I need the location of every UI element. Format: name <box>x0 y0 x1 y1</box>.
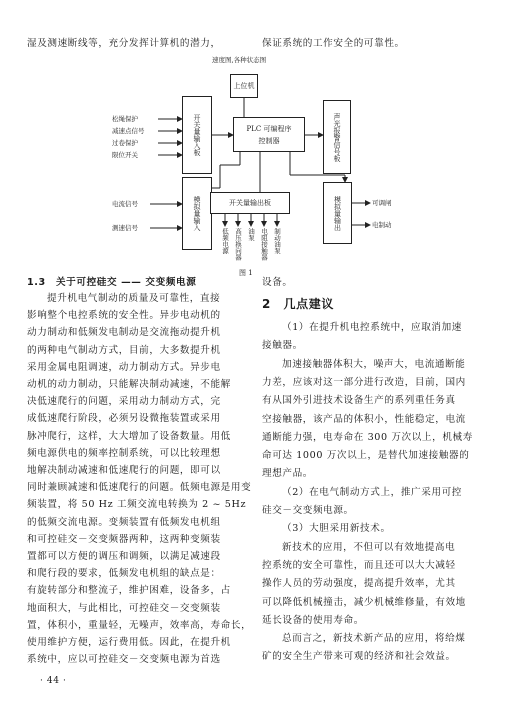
input-label-limit-switch: 限位开关 <box>112 151 138 159</box>
body-line: （3）大胆采用新技术。 <box>282 523 391 535</box>
body-line: 硅交－交变频电源。 <box>262 505 354 516</box>
body-line: 和可控硅交－交变频器两种，这两种变频装 <box>27 533 221 545</box>
body-line: 加速接触器体积大，噪声大，电流通断能 <box>282 358 466 370</box>
section-heading-2: 2 几点建议 <box>262 297 334 311</box>
body-line: 操作人员的劳动强度，提高提升效率，尤其 <box>262 578 456 590</box>
body-line: 采用金属电阻调速，动力制动方式。异步电 <box>27 361 221 373</box>
body-line: 的两种电气制动方式，目前，大多数提升机 <box>27 344 221 356</box>
body-line: 通断能力强，电寿命在 300 万次以上，机械寿 <box>262 431 473 443</box>
top-text-right: 保证系统的工作安全的可靠性。 <box>262 38 405 49</box>
body-line: 提升机电气制动的质量及可靠性，直接 <box>47 293 221 304</box>
body-line: 动机的动力制动，只能解决制动减速，不能解 <box>27 379 231 390</box>
body-line: 延长设备的使用寿命。 <box>262 614 364 626</box>
body-line: 脉冲爬行，这样，大大增加了设备数量。用低 <box>27 430 231 442</box>
page-number: · 44 · <box>40 676 67 686</box>
body-line: 理想产品。 <box>262 468 313 480</box>
output-resistor-contactor: 电阻接触器 <box>260 228 268 261</box>
section-heading-1-3: 1.3 关于可控硅交 —— 交变频电源 <box>27 277 197 288</box>
body-line: 新技术的应用，不但可以有效地提高电 <box>282 541 456 553</box>
body-line: 频装置，将 50 Hz 工频交流电转换为 2 ~ 5Hz <box>27 499 247 511</box>
body-line: 矿的安全生产带来可观的经济和社会效益。 <box>262 651 456 663</box>
sound-light-alarm-box <box>323 100 351 174</box>
plc-box <box>233 117 305 152</box>
sound-light-alarm-label: 声光报警信号板 <box>333 112 341 162</box>
output-brake-oil-pump: 制动油泵 <box>273 228 281 254</box>
body-line: 力差，应该对这一部分进行改造，目前，国内 <box>262 376 466 388</box>
switch-input-label: 开关量输入板 <box>193 114 201 156</box>
body-line: 有旋转部分和整流子，维护困难，设备多，占 <box>27 585 231 597</box>
body-line: 使用维护方便，运行费用低。因此，在提升机 <box>27 637 231 648</box>
body-line: 命可达 1000 万次以上，是替代加速接触器的 <box>262 450 470 462</box>
output-label-adjustable-brake: 可调闸 <box>372 199 392 207</box>
analog-output-box <box>323 182 352 244</box>
output-label-electric-brake: 电制动 <box>372 221 392 229</box>
body-line: 有从国外引进技术设备生产的系列重任务真 <box>262 395 456 407</box>
body-line: 决低速爬行的问题，采用动力制动方式，完 <box>27 396 221 408</box>
body-line: 的低频交流电源。变频装置有低频发电机组 <box>27 516 221 528</box>
body-line: 控系统的安全可靠性，而且还可以大大减轻 <box>262 559 456 571</box>
body-line: 和爬行段的要求，低频发电机组的缺点是： <box>27 568 221 580</box>
output-low-freq-power: 低频电源 <box>221 228 229 254</box>
input-label-overwind: 过卷保护 <box>112 139 138 147</box>
body-line: 地解决制动减速和低速爬行的问题，即可以 <box>27 465 221 476</box>
figure-caption: 图 1 <box>239 269 253 277</box>
output-oil-pump: 油泵 <box>247 228 255 241</box>
output-hv-reverser: 高压换向器 <box>234 228 242 261</box>
plc-label-line1: PLC 可编程序 <box>246 124 292 133</box>
switch-input-box <box>182 96 212 174</box>
switch-output-box: 开关量输出板 <box>210 192 290 214</box>
analog-input-box <box>182 177 212 250</box>
right-first-line: 设备。 <box>262 277 293 288</box>
body-line: 影响整个电控系统的安全性。异步电动机的 <box>27 310 221 322</box>
input-label-current-signal: 电流信号 <box>112 200 138 208</box>
analog-input-label: 模拟量输入 <box>193 196 201 231</box>
body-line: 接触器。 <box>262 340 303 352</box>
body-line: 可以降低机械撞击，减少机械维修量，有效地 <box>262 596 466 608</box>
body-line: 地面积大，与此相比，可控硅交－交变频装 <box>27 602 221 614</box>
body-line: 置，体积小，重量轻，无噪声，效率高，寿命长， <box>27 619 252 631</box>
input-label-speed-signal: 测速信号 <box>112 224 138 232</box>
body-line: 频电源供电的频率控制系统，可以比较理想 <box>27 447 221 459</box>
analog-output-label: 模拟量输出 <box>333 195 342 231</box>
body-line: 置都可以方便的调压和调频，以满足减速段 <box>27 551 221 562</box>
body-line: （1）在提升机电控系统中，应取消加速 <box>282 322 462 333</box>
body-line: 系统中，应以可控硅交－交变频电源为首选 <box>27 654 221 666</box>
upper-computer-box: 上位机 <box>230 74 258 98</box>
body-line: 动力制动和低频发电制动是交流拖动提升机 <box>27 327 221 339</box>
input-label-slack-rope: 松绳保护 <box>112 115 138 123</box>
top-text-left: 湿及测速断线等，充分发挥计算机的潜力， <box>27 38 221 49</box>
body-line: 成低速爬行阶段，必须另设微拖装置或采用 <box>27 413 221 425</box>
figure-top-label: 速度图,各种状态图 <box>212 56 267 64</box>
body-line: （2）在电气制动方式上，推广采用可控 <box>282 486 462 498</box>
body-line: 同时兼顾减速和低速爬行的问题。低频电源是用变 <box>27 482 252 494</box>
body-line: 空接触器，该产品的体积小，性能稳定，电流 <box>262 413 466 425</box>
body-line: 总而言之，新技术新产品的应用，将给煤 <box>282 633 466 645</box>
plc-label-line2: 控制器 <box>258 136 280 145</box>
input-label-decel-point: 减速点信号 <box>112 127 145 135</box>
